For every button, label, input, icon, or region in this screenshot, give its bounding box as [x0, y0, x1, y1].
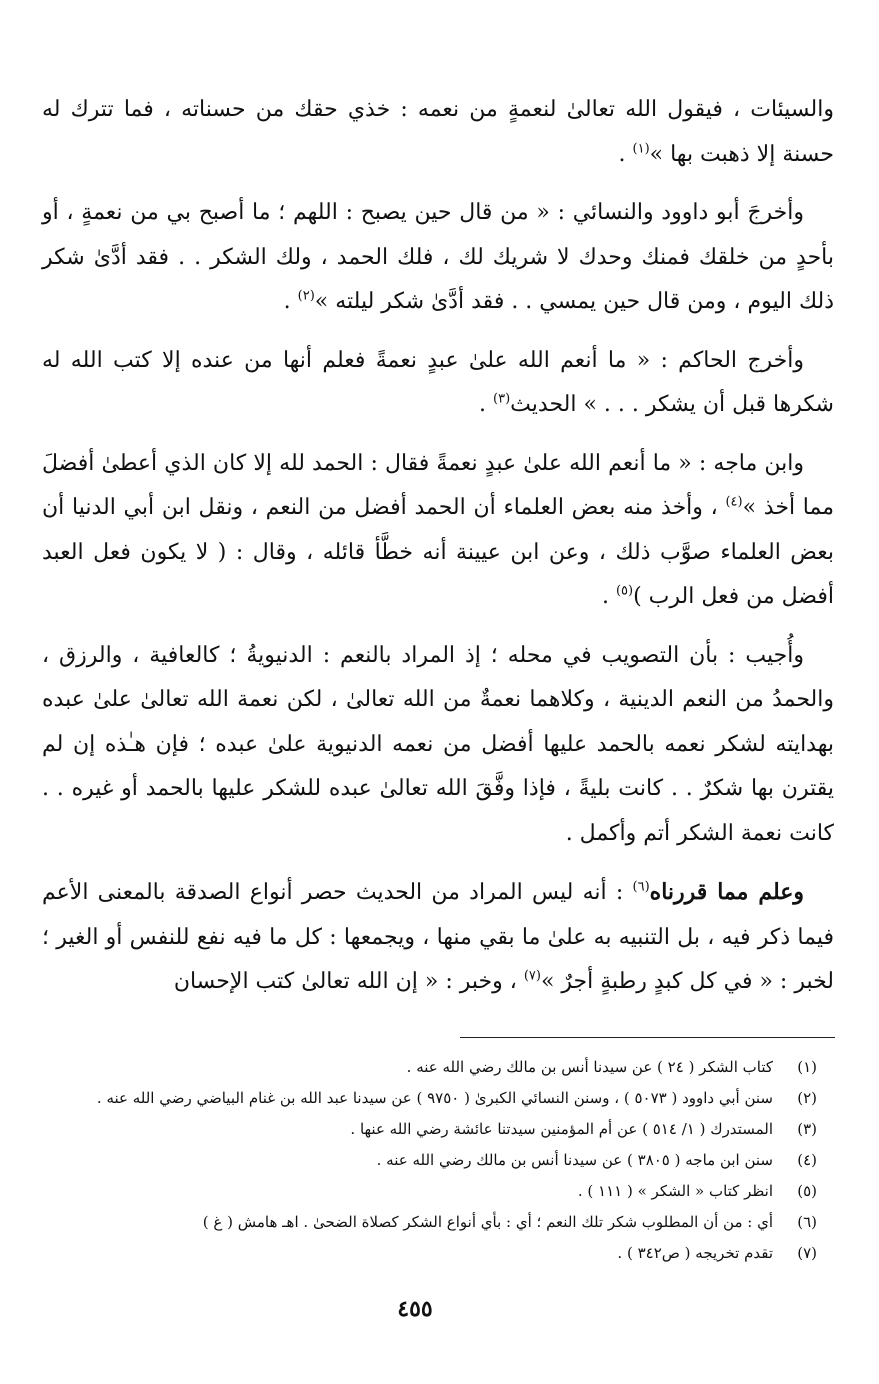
- footnote-number: (٤): [797, 1151, 817, 1169]
- footnote-text: انظر كتاب « الشكر » ( ١١١ ) .: [577, 1182, 773, 1200]
- paragraph-2-tail: .: [283, 289, 298, 314]
- footnote-text: سنن أبي داوود ( ٥٠٧٣ ) ، وسنن النسائي الكبرىٰ ( ٩٧٥٠ ) عن سيدنا عبد الله بن غنام البياضي رضي الله عنه .: [96, 1089, 773, 1107]
- footnote-number: (٣): [797, 1120, 817, 1138]
- footnote-number: (٢): [797, 1089, 817, 1107]
- footnote-number: (٥): [797, 1182, 817, 1200]
- footnote-ref-4[interactable]: (٤): [725, 494, 743, 510]
- footnote-text: سنن ابن ماجه ( ٣٨٠٥ ) عن سيدنا أنس بن مالك رضي الله عنه .: [376, 1151, 773, 1169]
- paragraph-6-lead: وعلم مما قررناه: [649, 879, 804, 905]
- footnote-ref-1[interactable]: (١): [632, 141, 650, 157]
- footnote-5: [57, 1176, 817, 1207]
- footnote-ref-6[interactable]: (٦): [632, 879, 650, 895]
- paragraph-1-tail: .: [618, 141, 633, 167]
- footnotes: [57, 1052, 817, 1269]
- footnote-7: [57, 1238, 817, 1269]
- footnote-number: (١): [797, 1058, 817, 1076]
- paragraph-4-tail: .: [601, 584, 616, 609]
- footnote-number: (٦): [797, 1213, 817, 1231]
- footnote-4: [57, 1145, 817, 1176]
- footnote-text: المستدرك ( ١/ ٥١٤ ) عن أم المؤمنين سيدتنا عائشة رضي الله عنها .: [350, 1120, 773, 1138]
- paragraph-3: [42, 339, 834, 428]
- page-number: ٤٥٥: [397, 1296, 433, 1322]
- paragraph-5: [42, 634, 834, 857]
- footnote-text: تقدم تخريجه ( ص٣٤٢ ) .: [617, 1244, 773, 1262]
- footnote-ref-5[interactable]: (٥): [615, 583, 634, 599]
- paragraph-2-text: وأخرجَ أبو داوود والنسائي : « من قال حين يصبح : اللهم ؛ ما أصبح بي من نعمةٍ ، أو بأحدٍ من خلقك فمنك وحدك لا شريك لك ، فلك الحمد ، ولك الشكر . . فقد أدَّىٰ شكر ذلك اليوم ، ومن قال حين يمسي . . فقد أدَّىٰ شكر ليلته »: [42, 200, 835, 314]
- paragraph-1-text: والسيئات ، فيقول الله تعالىٰ لنعمةٍ من نعمه : خذي حقك من حسناته ، فما تترك له حسنة إلا ذهبت بها »: [42, 97, 834, 167]
- footnote-1: [57, 1052, 817, 1083]
- footnote-number: (٧): [797, 1244, 817, 1262]
- paragraph-6-text: : أنه ليس المراد من الحديث حصر أنواع الصدقة بالمعنى الأعم فيما ذكر فيه ، بل التنبيه به علىٰ ما بقي منها ، ويجمعها : كل ما فيه نفع للنفس أو الغير ؛ لخبر : « في كل كبدٍ رطبةٍ أجرٌ »: [42, 880, 834, 994]
- footnote-ref-2[interactable]: (٢): [297, 288, 315, 304]
- footnote-3: [57, 1114, 817, 1145]
- paragraph-3-text: وأخرج الحاكم : « ما أنعم الله علىٰ عبدٍ نعمةً فعلم أنها من عنده إلا كتب الله له شكرها قبل أن يشكر . . . » الحديث: [42, 347, 834, 417]
- paragraph-4: [42, 442, 834, 620]
- main-text: [42, 88, 834, 1019]
- paragraph-5-text: وأُجيب : بأن التصويب في محله ؛ إذ المراد بالنعم : الدنيويةُ ؛ كالعافية ، والرزق ، والحمدُ من النعم الدينية ، وكلاهما نعمةٌ من الله تعالىٰ ، لكن نعمة الله تعالىٰ علىٰ عبده بهدايته لشكر نعمه بالحمد عليها أفضل من نعمه الدنيوية علىٰ عبده ؛ فإن هـٰذه إن لم يقترن بها شكرٌ . . كانت بليةً ، فإذا وفَّقَ الله تعالىٰ عبده للشكر عليها بالحمد أو غيره . . كانت نعمة الشكر أتم وأكمل .: [42, 642, 834, 846]
- paragraph-4-middle: ، وأخذ منه بعض العلماء أن الحمد أفضل من النعم ، ونقل ابن أبي الدنيا أن بعض العلماء صوَّب ذلك ، وعن ابن عيينة أنه خطَّأ قائله ، وقال : ( لا يكون فعل العبد أفضل من فعل الرب ): [42, 495, 834, 609]
- footnote-separator: [460, 1037, 835, 1038]
- paragraph-1: [42, 88, 834, 177]
- footnote-6: [57, 1207, 817, 1238]
- footnote-text: أي : من أن المطلوب شكر تلك النعم ؛ أي : بأي أنواع الشكر كصلاة الضحىٰ . اهـ هامش ( غ ): [202, 1213, 773, 1231]
- paragraph-3-tail: .: [479, 392, 494, 417]
- paragraph-6-tail: ، وخبر : « إن الله تعالىٰ كتب الإحسان: [173, 969, 524, 994]
- footnote-text: كتاب الشكر ( ٢٤ ) عن سيدنا أنس بن مالك رضي الله عنه .: [406, 1058, 773, 1076]
- paragraph-2: [42, 191, 834, 325]
- paragraph-6: [42, 870, 834, 1005]
- footnote-ref-7[interactable]: (٧): [523, 968, 541, 984]
- paragraph-4-text: وابن ماجه : « ما أنعم الله علىٰ عبدٍ نعمةً فقال : الحمد لله إلا كان الذي أعطىٰ أفضلَ مما أخذ »: [42, 450, 834, 520]
- footnote-2: [57, 1083, 817, 1114]
- footnote-ref-3[interactable]: (٣): [493, 391, 511, 407]
